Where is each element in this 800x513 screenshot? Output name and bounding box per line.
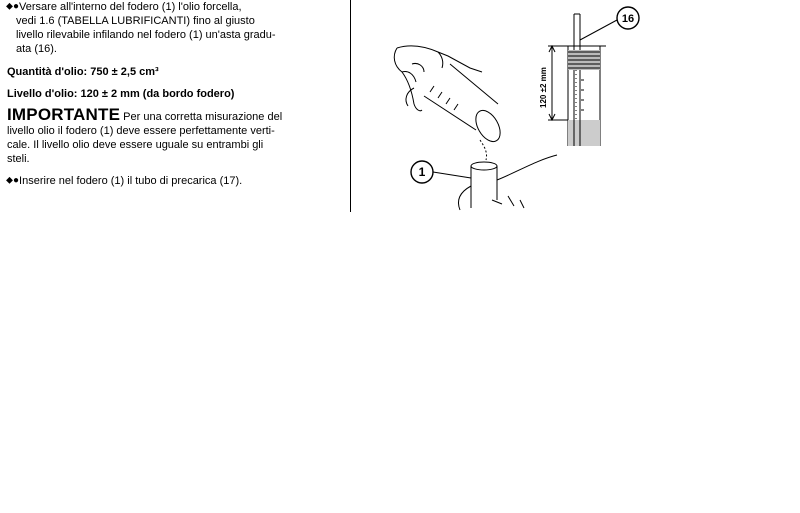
- callout-1-label: 1: [418, 165, 426, 179]
- callout-16: [580, 7, 639, 40]
- step-insert-tube-row: [6, 174, 312, 188]
- step-pour-oil: [6, 0, 312, 56]
- bullet-icon: ⬥●: [6, 175, 20, 186]
- important-heading: IMPORTANTE: [7, 105, 121, 124]
- important-note: [7, 106, 311, 166]
- step-pour-oil-line2: vedi 1.6 (TABELLA LUBRIFICANTI) fino al giusto: [16, 15, 255, 27]
- oil-quantity: Quantità d'olio: 750 ± 2,5 cm³: [7, 66, 159, 78]
- illustration-svg: [352, 0, 652, 215]
- dimension-120mm: [539, 46, 568, 120]
- step-insert-tube: [6, 174, 312, 188]
- important-line2: livello olio il fodero (1) deve essere perfettamente verti-: [7, 125, 275, 137]
- fork-oil-illustration: [352, 0, 652, 220]
- important-first-line: [7, 106, 311, 124]
- fork-tube-drawing: [458, 155, 557, 210]
- important-line1: Per una corretta misurazione del: [120, 111, 283, 123]
- graduated-rod-drawing: [562, 14, 606, 146]
- important-line3: cale. Il livello olio deve essere uguale su entrambi gli: [7, 139, 264, 151]
- oil-level: Livello d'olio: 120 ± 2 mm (da bordo fodero): [7, 88, 235, 100]
- callout-16-label: 16: [621, 13, 635, 25]
- measuring-jug-drawing: [424, 64, 505, 160]
- callout-1: [411, 161, 471, 183]
- step-pour-oil-line4: ata (16).: [16, 43, 57, 55]
- hand-drawing: [394, 46, 482, 111]
- important-line4: steli.: [7, 153, 30, 165]
- step-pour-oil-line1: Versare all'interno del fodero (1) l'olio forcella,: [19, 1, 242, 13]
- step-pour-oil-line3: livello rilevabile infilando nel fodero (1) un'asta gradu-: [16, 29, 276, 41]
- step-pour-oil-row: [6, 0, 312, 14]
- bullet-icon: ⬥●: [6, 1, 20, 12]
- column-divider: [350, 0, 351, 212]
- step-insert-tube-text: Inserire nel fodero (1) il tubo di precarica (17).: [19, 175, 243, 187]
- dimension-label: 120 ±2 mm: [539, 67, 548, 108]
